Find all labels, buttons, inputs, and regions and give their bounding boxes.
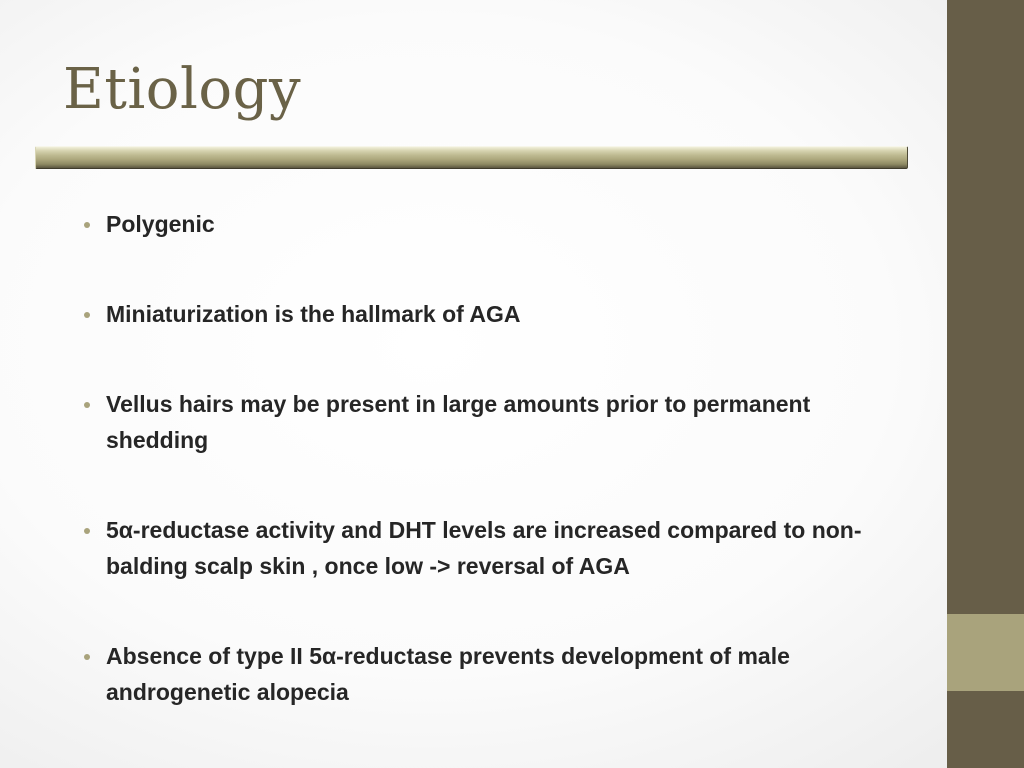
bullet-text: Polygenic (106, 211, 215, 237)
bullet-item (84, 638, 914, 710)
bullet-item (84, 386, 914, 458)
bullet-dot-icon (84, 222, 90, 228)
bullet-text: Miniaturization is the hallmark of AGA (106, 301, 521, 327)
bullet-text: 5α-reductase activity and DHT levels are increased compared to non-balding scalp skin , once low -> reversal of AGA (106, 517, 862, 579)
bullet-item (84, 206, 914, 242)
title-divider-bar (35, 146, 908, 169)
bullet-item (84, 296, 914, 332)
slide-title: Etiology (63, 57, 302, 122)
bullet-dot-icon (84, 402, 90, 408)
bullet-list (84, 206, 914, 710)
bullet-dot-icon (84, 654, 90, 660)
bullet-item (84, 512, 914, 584)
bullet-dot-icon (84, 528, 90, 534)
side-bar-accent-block (947, 614, 1024, 691)
bullet-text: Vellus hairs may be present in large amounts prior to permanent shedding (106, 391, 811, 453)
bullet-text: Absence of type II 5α-reductase prevents development of male androgenetic alopecia (106, 643, 790, 705)
bullet-dot-icon (84, 312, 90, 318)
